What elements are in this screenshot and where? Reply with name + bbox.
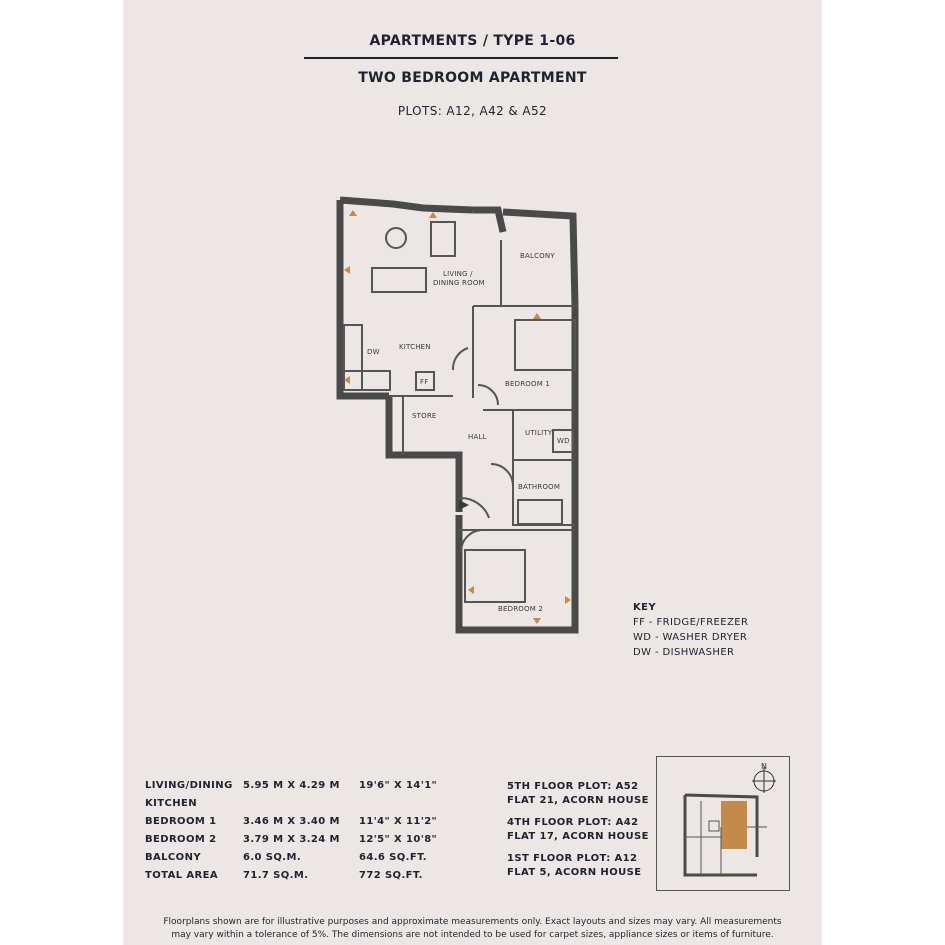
label-bedroom1: BEDROOM 1 <box>505 380 551 388</box>
door-bathroom <box>491 464 513 486</box>
bed-2 <box>465 550 525 602</box>
area-metric: 5.95 M X 4.29 M <box>243 780 340 791</box>
area-metric: 3.79 M X 3.24 M <box>243 834 340 845</box>
area-name: BEDROOM 1 <box>145 816 217 827</box>
bed-1 <box>515 320 575 370</box>
compass-north: N <box>761 762 767 771</box>
label-dw: DW <box>367 348 380 356</box>
floor-list <box>507 780 649 888</box>
floor-flat: FLAT 21, ACORN HOUSE <box>507 795 649 806</box>
window-marker <box>429 212 437 218</box>
key-item: WD - WASHER DRYER <box>633 632 748 643</box>
armchair <box>431 222 455 256</box>
area-metric: 3.46 M X 3.40 M <box>243 816 340 827</box>
disclaimer-line: Floorplans shown are for illustrative purposes and approximate measurements only. Exact layouts and sizes may vary. All measurements <box>163 917 782 927</box>
floor-entry <box>507 816 649 844</box>
area-imperial: 12'5" X 10'8" <box>359 834 438 845</box>
disclaimer <box>123 916 822 942</box>
area-name: LIVING/DINING <box>145 780 233 791</box>
label-bathroom: BATHROOM <box>518 483 561 491</box>
sofa <box>372 268 426 292</box>
label-balcony: BALCONY <box>520 252 555 260</box>
label-ff: FF <box>420 378 429 386</box>
floor-plot: 4TH FLOOR PLOT: A42 <box>507 817 639 828</box>
label-utility: UTILITY <box>525 429 553 437</box>
window-marker <box>565 596 571 604</box>
area-imperial: 772 SQ.FT. <box>359 870 423 881</box>
door-bedroom2 <box>461 530 481 552</box>
window-marker <box>468 586 474 594</box>
window-marker <box>533 618 541 624</box>
key-item: FF - FRIDGE/FREEZER <box>633 617 749 628</box>
kitchen-hob-run <box>344 371 390 390</box>
door-entrance <box>459 498 489 518</box>
label-bedroom2: BEDROOM 2 <box>498 605 544 613</box>
area-name: TOTAL AREA <box>145 870 218 881</box>
floor-plot: 5TH FLOOR PLOT: A52 <box>507 781 639 792</box>
disclaimer-line: may vary within a tolerance of 5%. The dimensions are not intended to be used for carpet sizes, appliance sizes or items of furniture. <box>171 930 774 940</box>
floor-flat: FLAT 5, ACORN HOUSE <box>507 867 642 878</box>
key-legend <box>633 600 748 660</box>
wall-north-mid <box>473 210 503 232</box>
key-item: DW - DISHWASHER <box>633 647 735 658</box>
page-subtitle: TWO BEDROOM APARTMENT <box>358 70 587 86</box>
area-name: BALCONY <box>145 852 201 863</box>
floor-plan <box>123 0 822 700</box>
page-title: APARTMENTS / TYPE 1-06 <box>369 33 576 49</box>
key-plan-highlight <box>721 801 747 849</box>
area-name: BEDROOM 2 <box>145 834 217 845</box>
label-wd: WD <box>557 437 570 445</box>
dining-table <box>386 228 406 248</box>
key-plan <box>656 756 790 891</box>
area-imperial: 64.6 SQ.FT. <box>359 852 427 863</box>
wall-living-north <box>340 200 473 210</box>
floor-flat: FLAT 17, ACORN HOUSE <box>507 831 649 842</box>
label-living: LIVING / <box>443 270 473 278</box>
plots-line: PLOTS: A12, A42 & A52 <box>397 104 548 118</box>
area-imperial: 19'6" X 14'1" <box>359 780 438 791</box>
label-hall: HALL <box>468 433 487 441</box>
window-marker <box>533 313 541 319</box>
window-marker <box>344 266 350 274</box>
area-name: KITCHEN <box>145 798 197 809</box>
area-imperial: 11'4" X 11'2" <box>359 816 438 827</box>
label-kitchen: KITCHEN <box>399 343 431 351</box>
floor-entry <box>507 780 649 808</box>
floor-plot: 1ST FLOOR PLOT: A12 <box>507 853 638 864</box>
area-metric: 6.0 SQ.M. <box>243 852 302 863</box>
label-dining: DINING ROOM <box>433 279 485 287</box>
label-store: STORE <box>412 412 437 420</box>
wall-bathroom <box>513 460 575 525</box>
floorplan-sheet <box>123 0 822 945</box>
wall-east-south <box>459 306 575 630</box>
floor-entry <box>507 852 649 880</box>
door-kitchen <box>453 348 468 370</box>
shower <box>518 500 562 524</box>
wall-living-west <box>340 200 389 396</box>
key-plan-drawing <box>657 757 789 890</box>
area-metric: 71.7 SQ.M. <box>243 870 309 881</box>
entrance-arrow <box>459 500 469 510</box>
key-heading: KEY <box>633 602 657 613</box>
door-bedroom1 <box>478 385 498 405</box>
window-marker <box>349 210 357 216</box>
